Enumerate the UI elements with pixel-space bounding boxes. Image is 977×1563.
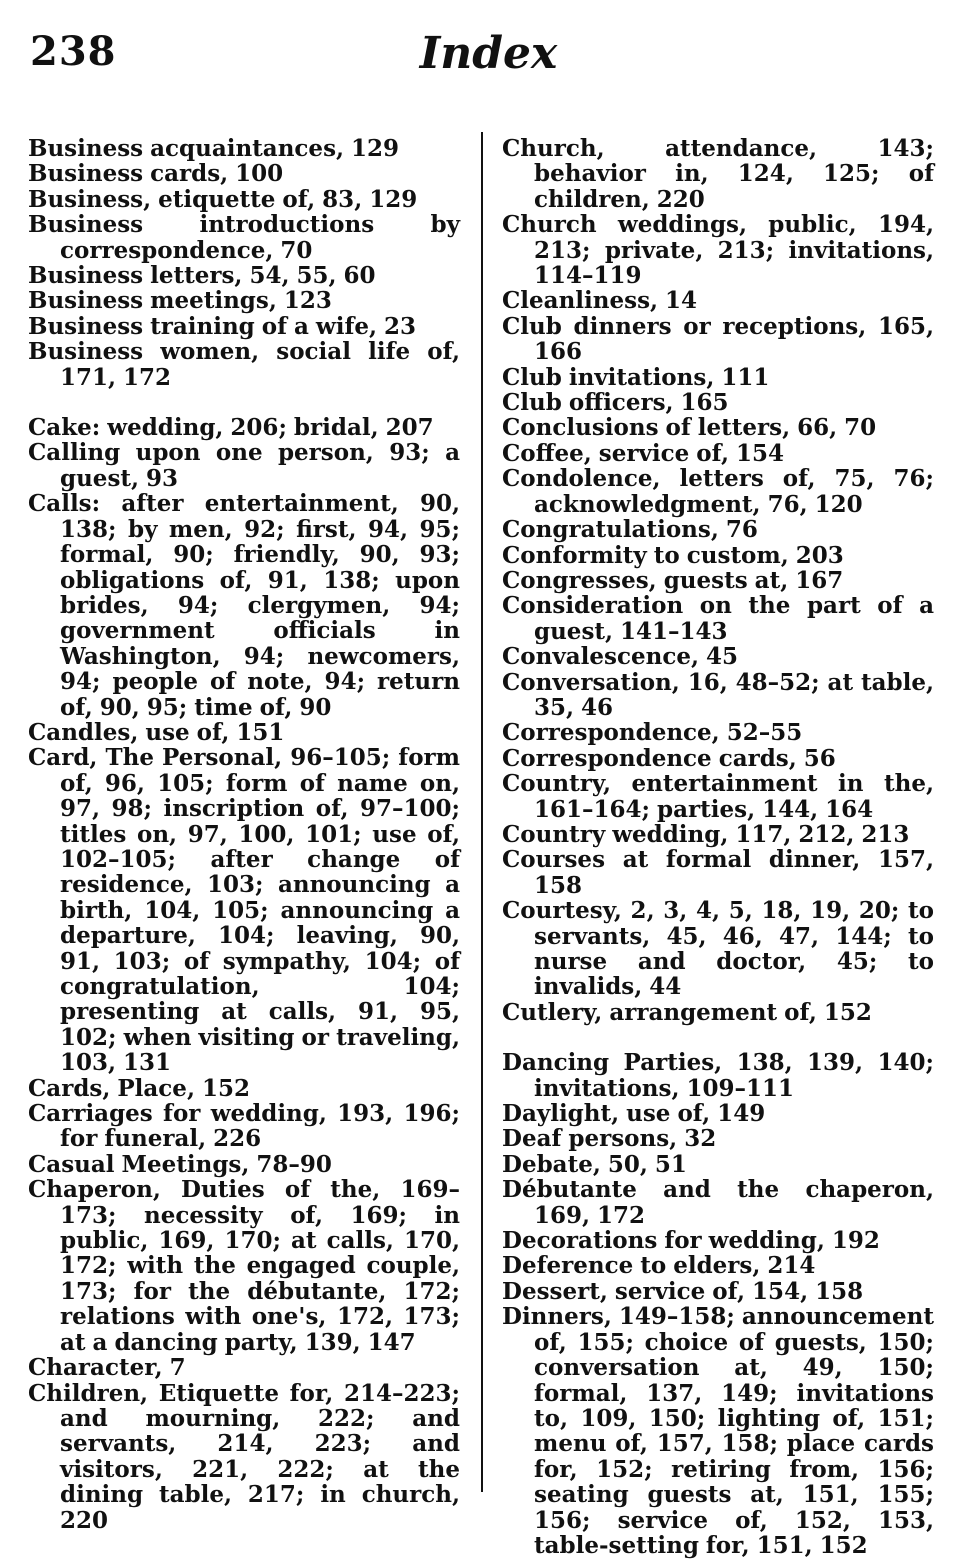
index-entry: Club officers, 165 xyxy=(502,389,729,417)
index-entry: Cake: wedding, 206; bridal, 207 xyxy=(28,414,434,442)
index-entry: Carriages for wedding, 193, 196; for funeral, 226 xyxy=(28,1100,460,1153)
index-entry: Church, attendance, 143; behavior in, 124, 125; of children, 220 xyxy=(502,135,934,213)
index-entry: Candles, use of, 151 xyxy=(28,718,285,746)
index-entry: Calling upon one person, 93; a guest, 93 xyxy=(28,439,460,492)
index-entry: Card, The Personal, 96–105; form of, 96, 105; form of name on, 97, 98; inscription of, 97–100; titles on, 97, 100, 101; use of, 102–105; after change of residence, 103; announcing a birth, 104, 105; announcing a departure, 104; leaving, 90, 91, 103; of sympathy, 104; of congratulation, 104; presenting at calls, 91, 95, 102; when visiting or traveling, 103, 131 xyxy=(28,744,460,1077)
index-entry: Courses at formal dinner, 157, 158 xyxy=(502,846,934,899)
index-entry: Cleanliness, 14 xyxy=(502,287,698,315)
index-entry: Decorations for wedding, 192 xyxy=(502,1227,880,1255)
column-divider xyxy=(481,132,483,1492)
index-entry: Coffee, service of, 154 xyxy=(502,439,785,467)
index-entry: Dancing Parties, 138, 139, 140; invitations, 109–111 xyxy=(502,1049,934,1102)
index-entry: Chaperon, Duties of the, 169–173; necessity of, 169; in public, 169, 170; at calls, 170, 172; with the engaged couple, 173; for the débutante, 172; relations with one's, 172, 173; at a dancing party, 139, 147 xyxy=(28,1176,460,1356)
index-entry: Deaf persons, 32 xyxy=(502,1125,717,1153)
section-gap xyxy=(502,1025,934,1050)
index-entry: Business women, social life of, 171, 172 xyxy=(28,338,460,391)
index-entry: Conversation, 16, 48–52; at table, 35, 46 xyxy=(502,668,934,721)
index-entry: Conformity to custom, 203 xyxy=(502,541,844,569)
index-entry: Débutante and the chaperon, 169, 172 xyxy=(502,1176,934,1229)
index-entry: Club invitations, 111 xyxy=(502,363,770,391)
index-entry: Casual Meetings, 78–90 xyxy=(28,1150,332,1178)
index-entry: Debate, 50, 51 xyxy=(502,1150,687,1178)
index-entry: Dinners, 149–158; announcement of, 155; choice of guests, 150; conversation at, 49, 150; formal, 137, 149; invitations to, 109, 150; lighting of, 151; menu of, 157, 158; place cards for, 152; retiring from, 156; seating guests at, 151, 155; 156; service of, 152, 153, table-setting for, 151, 152 xyxy=(502,1303,934,1559)
index-entry: Business acquaintances, 129 xyxy=(28,135,400,162)
index-entry: Convalescence, 45 xyxy=(502,643,738,671)
page-title: Index xyxy=(419,28,558,79)
index-entry: Condolence, letters of, 75, 76; acknowledgment, 76, 120 xyxy=(502,465,934,518)
index-entry: Business letters, 54, 55, 60 xyxy=(28,262,376,290)
index-entry: Consideration on the part of a guest, 141–143 xyxy=(502,592,934,645)
index-entry: Club dinners or receptions, 165, 166 xyxy=(502,312,934,366)
index-entry: Business cards, 100 xyxy=(28,160,284,188)
index-entry: Congresses, guests at, 167 xyxy=(502,566,844,594)
page-number: 238 xyxy=(30,28,117,75)
index-entry: Cutlery, arrangement of, 152 xyxy=(502,998,872,1026)
index-entry: Congratulations, 76 xyxy=(502,516,758,544)
index-entry: Country wedding, 117, 212, 213 xyxy=(502,820,910,848)
index-entry: Correspondence cards, 56 xyxy=(502,744,836,772)
index-entry: Business meetings, 123 xyxy=(28,287,332,315)
index-column-right xyxy=(502,136,934,1558)
index-entry: Daylight, use of, 149 xyxy=(502,1100,766,1128)
index-entry: Cards, Place, 152 xyxy=(28,1074,250,1102)
index-column-left xyxy=(28,136,460,1533)
index-entry: Dessert, service of, 154, 158 xyxy=(502,1277,864,1305)
index-entry: Children, Etiquette for, 214–223; and mourning, 222; and servants, 214, 223; and visitors, 221, 222; at the dining table, 217; in church, 220 xyxy=(28,1379,460,1534)
index-entry: Country, entertainment in the, 161–164; parties, 144, 164 xyxy=(502,770,934,823)
index-entry: Courtesy, 2, 3, 4, 5, 18, 19, 20; to servants, 45, 46, 47, 144; to nurse and doctor, 45; to invalids, 44 xyxy=(502,897,934,1001)
index-entry: Business, etiquette of, 83, 129 xyxy=(28,185,418,213)
index-entry: Character, 7 xyxy=(28,1354,186,1382)
index-entry: Calls: after entertainment, 90, 138; by men, 92; first, 94, 95; formal, 90; friendly, 90, 93; obligations of, 91, 138; upon brides, 94; clergymen, 94; government officials in Washington, 94; newcomers, 94; people of note, 94; return of, 90, 95; time of, 90 xyxy=(28,490,460,721)
section-gap xyxy=(28,390,460,415)
index-entry: Business introductions by correspondence, 70 xyxy=(28,211,460,264)
index-entry: Correspondence, 52–55 xyxy=(502,719,803,747)
index-entry: Conclusions of letters, 66, 70 xyxy=(502,414,877,442)
index-entry: Deference to elders, 214 xyxy=(502,1252,816,1280)
index-entry: Business training of a wife, 23 xyxy=(28,312,416,340)
index-entry: Church weddings, public, 194, 213; private, 213; invitations, 114–119 xyxy=(502,211,934,290)
